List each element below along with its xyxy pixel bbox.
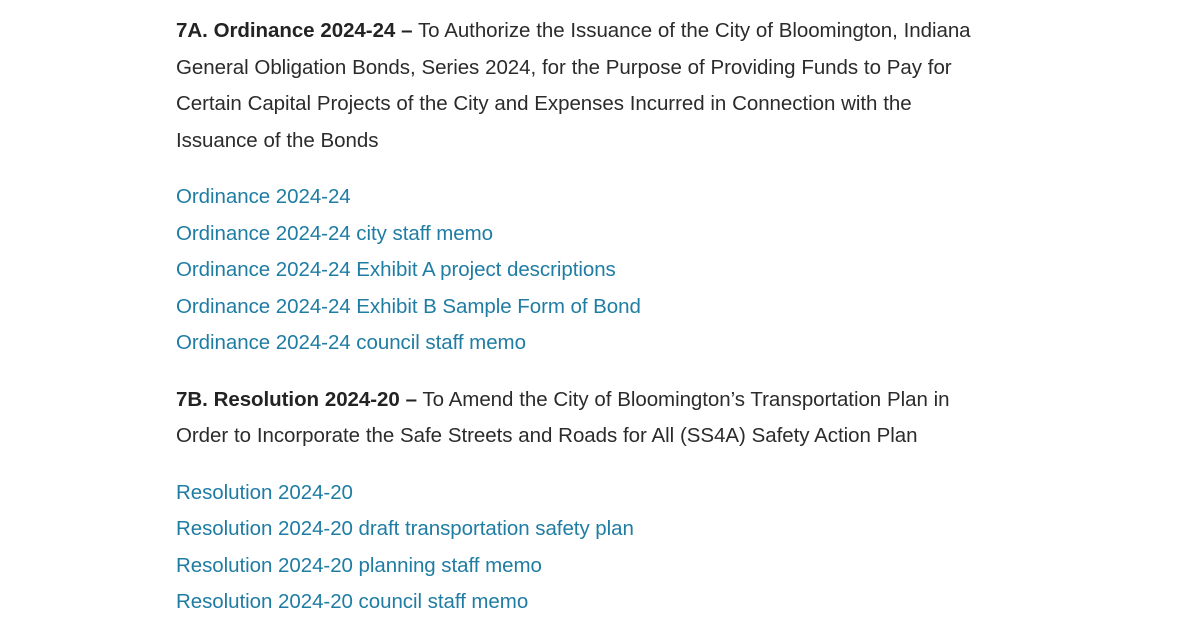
list-item [176, 252, 982, 289]
agenda-item-7a-description-text: To Authorize the Issuance of the City of Bloomington, Indiana General Obligation Bonds, Series 2024, for the Purpose of Providing Funds to Pay for Certain Capital Projects of the City and Expenses Incurred in Connection with the Issuance of the Bonds [176, 19, 971, 152]
spacer-7a-to-7b [176, 362, 982, 382]
attachment-link-resolution-2024-20-council-staff-memo[interactable]: Resolution 2024-20 council staff memo [176, 590, 529, 613]
agenda-content-column [176, 0, 982, 621]
attachment-link-resolution-2024-20-planning-staff-memo[interactable]: Resolution 2024-20 planning staff memo [176, 553, 542, 577]
attachment-link-ordinance-2024-24-council-staff-memo[interactable]: Ordinance 2024-24 council staff memo [176, 331, 526, 354]
attachment-link-resolution-2024-20[interactable]: Resolution 2024-20 [176, 480, 353, 504]
list-item [176, 325, 982, 362]
list-item [176, 179, 982, 216]
list-item [176, 289, 982, 326]
agenda-item-7b-description [176, 382, 982, 455]
attachment-link-ordinance-2024-24-city-staff-memo[interactable]: Ordinance 2024-24 city staff memo [176, 221, 494, 245]
list-item [176, 216, 982, 253]
agenda-item-7b-description-text: To Amend the City of Bloomington’s Transportation Plan in Order to Incorporate the Safe Streets and Roads for All (SS4A) Safety Action Plan [176, 387, 950, 447]
agenda-item-7b-label: 7B. Resolution 2024-20 – [176, 387, 417, 411]
spacer-7a-description-to-attachments [176, 159, 982, 179]
agenda-item-7a [176, 0, 982, 159]
list-item [176, 511, 982, 548]
agenda-item-7b [176, 382, 982, 455]
attachment-link-resolution-2024-20-draft-transportation-safety-plan[interactable]: Resolution 2024-20 draft transportation safety plan [176, 517, 634, 540]
spacer-7b-description-to-attachments [176, 455, 982, 475]
agenda-item-7a-attachment-list [176, 179, 982, 362]
attachment-link-ordinance-2024-24-exhibit-a[interactable]: Ordinance 2024-24 Exhibit A project descriptions [176, 258, 616, 281]
agenda-item-7a-description [176, 13, 982, 159]
agenda-item-7a-label: 7A. Ordinance 2024-24 – [176, 19, 413, 42]
list-item [176, 475, 982, 512]
attachment-link-ordinance-2024-24[interactable]: Ordinance 2024-24 [176, 185, 351, 208]
list-item [176, 548, 982, 585]
attachment-link-ordinance-2024-24-exhibit-b[interactable]: Ordinance 2024-24 Exhibit B Sample Form of Bond [176, 294, 641, 318]
list-item [176, 584, 982, 621]
agenda-item-7b-attachment-list [176, 475, 982, 621]
